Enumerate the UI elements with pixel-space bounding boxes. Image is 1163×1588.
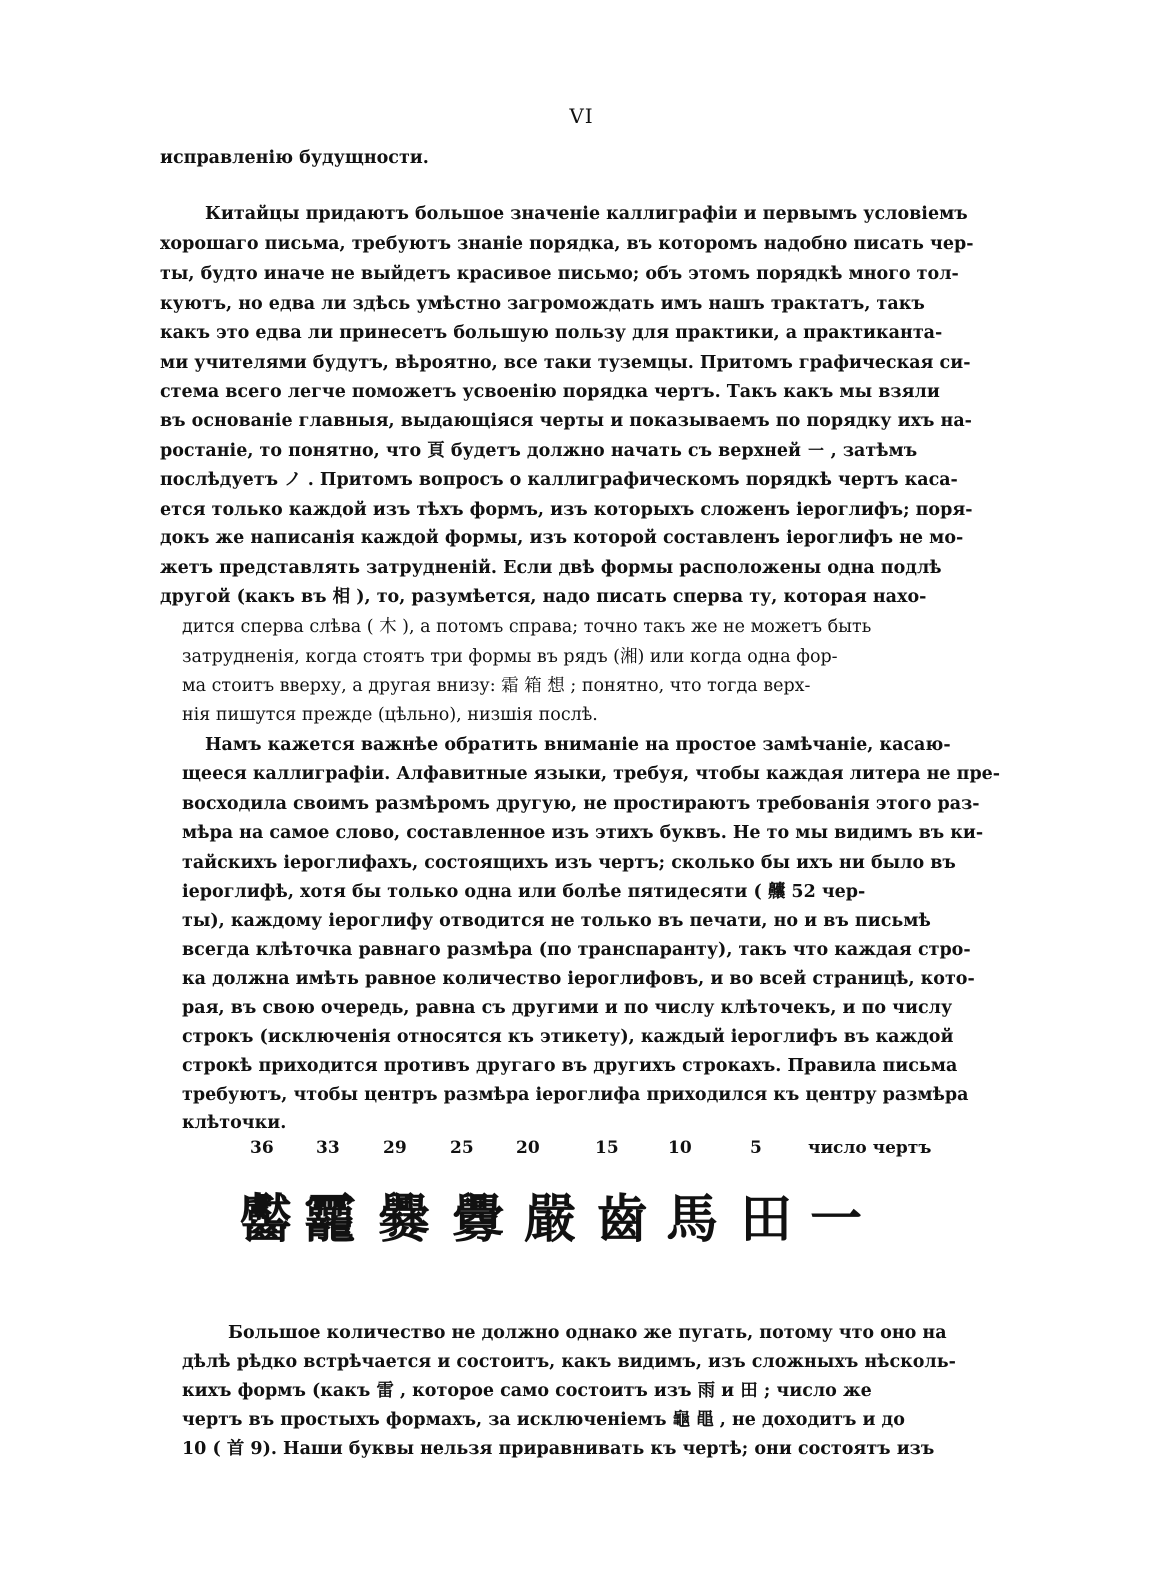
text-line: хорошаго письма, требуютъ знаніе порядка, въ которомъ надобно писать чер- — [160, 234, 974, 254]
stroke-count: 20 — [516, 1138, 540, 1158]
stroke-count: 10 — [668, 1138, 692, 1158]
text-line: ка должна имѣть равное количество іероглифовъ, и во всей страницѣ, кото- — [182, 969, 975, 989]
text-line: затрудненія, когда стоятъ три формы въ рядъ (湘) или когда одна фор- — [182, 647, 838, 667]
example-character: 一 — [810, 1190, 863, 1250]
text-line: послѣдуетъ ノ . Притомъ вопросъ о каллиграфическомъ порядкѣ чертъ каса- — [160, 470, 958, 490]
text-line: клѣточки. — [182, 1113, 287, 1133]
text-line: ты, будто иначе не выйдетъ красивое письмо; объ этомъ порядкѣ много тол- — [160, 264, 959, 284]
text-line: строкъ (исключенія относятся къ этикету), каждый іероглифъ въ каждой — [182, 1027, 954, 1047]
text-line: Китайцы придаютъ большое значеніе каллиграфіи и первымъ условіемъ — [205, 204, 968, 224]
text-line: дится сперва слѣва ( 木 ), а потомъ справа; точно такъ же не можетъ быть — [182, 617, 872, 637]
text-line: строкѣ приходится противъ другаго въ другихъ строкахъ. Правила письма — [182, 1056, 958, 1076]
example-character: 爨 — [378, 1190, 431, 1250]
example-character: 田 — [740, 1190, 793, 1250]
text-line: жетъ представлять затрудненій. Если двѣ формы расположены одна подлѣ — [160, 558, 942, 578]
example-character: 釁 — [452, 1190, 505, 1250]
text-line: ется только каждой изъ тѣхъ формъ, изъ которыхъ сложенъ іероглифъ; поря- — [160, 500, 973, 520]
text-line: мѣра на самое слово, составленное изъ этихъ буквъ. Не то мы видимъ въ ки- — [182, 823, 984, 843]
text-line: іероглифѣ, хотя бы только одна или болѣе пятидесяти ( 齉 52 чер- — [182, 882, 866, 902]
text-line: дѣлѣ рѣдко встрѣчается и состоитъ, какъ видимъ, изъ сложныхъ нѣсколь- — [182, 1352, 956, 1372]
text-line: ростаніе, то понятно, что 頁 будетъ должно начать съ верхней ㇐ , затѣмъ — [160, 441, 918, 461]
text-line: восходила своимъ размѣромъ другую, не простираютъ требованія этого раз- — [182, 794, 980, 814]
example-character: 嚴 — [524, 1190, 577, 1250]
text-line: куютъ, но едва ли здѣсь умѣстно загромождать имъ нашъ трактатъ, такъ — [160, 294, 925, 314]
text-line: другой (какъ въ 相 ), то, разумѣется, надо писать сперва ту, которая нахо- — [160, 587, 927, 607]
text-line: стема всего легче поможетъ усвоенію порядка чертъ. Такъ какъ мы взяли — [160, 382, 940, 402]
example-character: 齒 — [596, 1190, 649, 1250]
stroke-count: 36 — [250, 1138, 274, 1158]
text-line: ма стоитъ вверху, а другая внизу: 霜 箱 想 ; понятно, что тогда верх- — [182, 676, 811, 696]
stroke-count: 29 — [383, 1138, 407, 1158]
text-line: Намъ кажется важнѣе обратить вниманіе на простое замѣчаніе, касаю- — [205, 735, 951, 755]
text-line: чертъ въ простыхъ формахъ, за исключеніемъ 龜 黽 , не доходитъ и до — [182, 1410, 905, 1430]
text-line: Большое количество не должно однако же пугать, потому что оно на — [228, 1323, 947, 1343]
text-line: нія пишутся прежде (цѣльно), низшія послѣ. — [182, 705, 598, 725]
text-line: тайскихъ іероглифахъ, состоящихъ изъ чертъ; сколько бы ихъ ни было въ — [182, 853, 956, 873]
example-character: 馬 — [666, 1190, 719, 1250]
example-character: 龗 — [304, 1190, 357, 1250]
page-number: VI — [569, 104, 594, 128]
text-line: кихъ формъ (какъ 雷 , которое само состоитъ изъ 雨 и 田 ; число же — [182, 1381, 872, 1401]
stroke-count: 5 — [750, 1138, 762, 1158]
stroke-count-label: число чертъ — [808, 1138, 932, 1158]
text-line: ми учителями будутъ, вѣроятно, все таки туземцы. Притомъ графическая си- — [160, 353, 971, 373]
text-line: докъ же написанія каждой формы, изъ которой составленъ іероглифъ не мо- — [160, 528, 964, 548]
stroke-example-characters — [240, 1188, 880, 1258]
stroke-count: 25 — [450, 1138, 474, 1158]
text-line: 10 ( 首 9). Наши буквы нельзя приравнивать къ чертѣ; они состоятъ изъ — [182, 1439, 935, 1459]
text-line: исправленію будущности. — [160, 148, 429, 168]
text-line: рая, въ свою очередь, равна съ другими и по числу клѣточекъ, и по числу — [182, 998, 953, 1018]
text-line: всегда клѣточка равнаго размѣра (по транспаранту), такъ что каждая стро- — [182, 940, 971, 960]
stroke-count: 15 — [595, 1138, 619, 1158]
text-line: въ основаніе главныя, выдающіяся черты и показываемъ по порядку ихъ на- — [160, 411, 972, 431]
text-line: требуютъ, чтобы центръ размѣра іероглифа приходился къ центру размѣра — [182, 1085, 969, 1105]
stroke-count-row — [250, 1138, 950, 1162]
text-line: ты), каждому іероглифу отводится не только въ печати, но и въ письмѣ — [182, 911, 931, 931]
text-line: щееся каллиграфіи. Алфавитные языки, требуя, чтобы каждая литера не пре- — [182, 764, 1001, 784]
stroke-count: 33 — [316, 1138, 340, 1158]
text-line: какъ это едва ли принесетъ большую пользу для практики, а практиканта- — [160, 323, 943, 343]
example-character: 齾 — [240, 1190, 293, 1250]
